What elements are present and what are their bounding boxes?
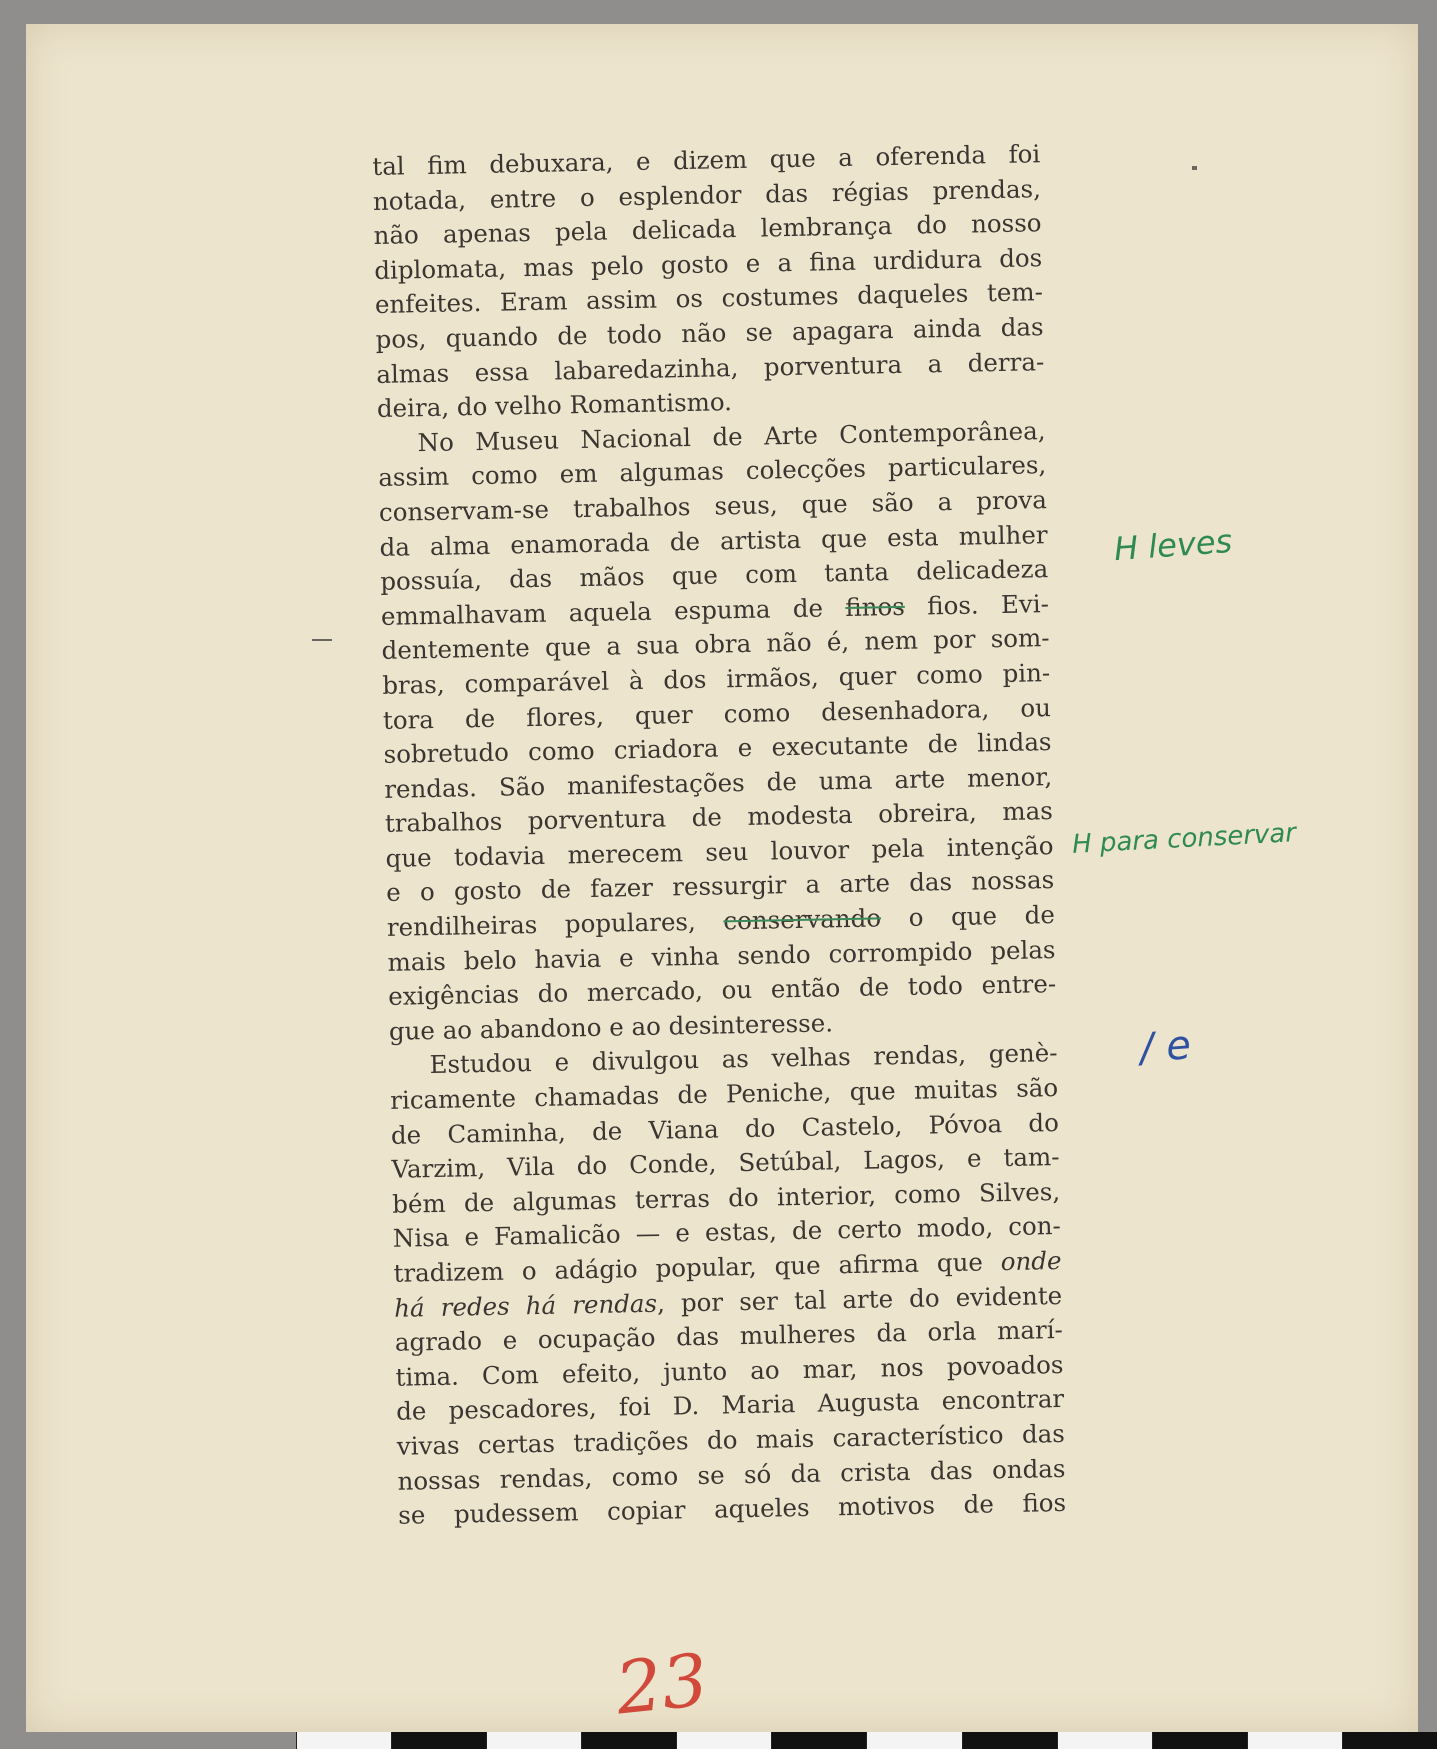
text-line: diplomata, mas pelo gosto e a fina urdidura dos bbox=[374, 242, 1043, 285]
text-line: conservam-se trabalhos seus, que são a prova bbox=[378, 485, 1048, 527]
text-line: vivas certas tradições do mais característico das bbox=[396, 1418, 1066, 1461]
text-line: Estudou e divulgou as velhas rendas, genè- bbox=[429, 1038, 1058, 1080]
text-line: bém de algumas terras do interior, como Silves, bbox=[391, 1176, 1061, 1219]
text-line: pos, quando de todo não se apagara ainda das bbox=[375, 312, 1044, 354]
text-line: No Museu Nacional de Arte Contemporânea, bbox=[417, 415, 1046, 457]
struck-word: finos bbox=[845, 591, 906, 622]
text-line: Nisa e Famalicão — e estas, de certo modo, con- bbox=[392, 1211, 1062, 1254]
text-line: assim como em algumas colecções particulares, bbox=[378, 450, 1047, 493]
text-line: de pescadores, foi D. Maria Augusta encontrar bbox=[395, 1384, 1065, 1427]
margin-dash bbox=[312, 639, 332, 641]
text-line: se pudessem copiar aqueles motivos de fios bbox=[397, 1488, 1067, 1530]
ruler-segment bbox=[1247, 1732, 1342, 1749]
text-line: dentemente que a sua obra não é, nem por som- bbox=[381, 623, 1050, 666]
handwritten-note-e: / e bbox=[1138, 1022, 1193, 1072]
paragraph-2-body bbox=[378, 448, 1057, 1049]
text-fragment: tradizem o adágio popular, que afirma que bbox=[393, 1247, 1002, 1288]
italic-phrase: há redes há rendas bbox=[393, 1288, 658, 1323]
margin-dot bbox=[1192, 166, 1197, 170]
paragraph-3-body bbox=[390, 1071, 1067, 1533]
text-line: bras, comparável à dos irmãos, quer como pin- bbox=[382, 657, 1051, 700]
text-line: de Caminha, de Viana do Castelo, Póvoa do bbox=[390, 1107, 1060, 1150]
text-fragment: , por ser tal arte do evidente bbox=[656, 1280, 1063, 1318]
scale-ruler bbox=[296, 1732, 1437, 1749]
struck-word: conservando bbox=[723, 903, 882, 936]
text-line: da alma enamorada de artista que esta mulher bbox=[379, 519, 1048, 562]
text-line: tal fim debuxara, e dizem que a oferenda foi bbox=[372, 139, 1041, 181]
handwritten-note-conservar: H para conservar bbox=[1071, 818, 1297, 860]
ruler-segment bbox=[1152, 1732, 1247, 1749]
text-fragment: o que de bbox=[880, 900, 1056, 933]
text-line: notada, entre o esplendor das régias prendas, bbox=[372, 173, 1042, 216]
text-fragment: fios. Evi- bbox=[904, 588, 1050, 621]
text-line: não apenas pela delicada lembrança do nosso bbox=[373, 208, 1042, 251]
ruler-segment bbox=[1057, 1732, 1152, 1749]
text-line: nossas rendas, como se só da crista das ondas bbox=[397, 1453, 1066, 1496]
text-line: que todavia merecem seu louvor pela intenção bbox=[385, 830, 1054, 873]
text-line: trabalhos porventura de modesta obreira, mas bbox=[384, 796, 1054, 839]
text-line: deira, do velho Romantismo. bbox=[376, 387, 733, 424]
ruler-segment bbox=[866, 1732, 961, 1749]
italic-word: onde bbox=[1000, 1245, 1062, 1277]
text-line: possuía, das mãos que com tanta delicadeza bbox=[380, 554, 1049, 597]
text-line: mais belo havia e vinha sendo corrompido pelas bbox=[387, 934, 1056, 977]
ruler-segment bbox=[1342, 1732, 1437, 1749]
text-fragment: rendilheiras populares, bbox=[386, 906, 724, 942]
page-number: 23 bbox=[611, 1637, 712, 1731]
body-text bbox=[372, 137, 1066, 1533]
document-page bbox=[26, 24, 1418, 1732]
ruler-segment bbox=[962, 1732, 1057, 1749]
ruler-segment bbox=[676, 1732, 771, 1749]
text-line: tima. Com efeito, junto ao mar, nos povoados bbox=[395, 1349, 1064, 1392]
text-line: enfeites. Eram assim os costumes daqueles tem- bbox=[374, 277, 1044, 320]
text-fragment: emmalhavam aquela espuma de bbox=[380, 592, 846, 631]
text-line: sobretudo como criadora e executante de lindas bbox=[383, 727, 1052, 769]
text-line: e o gosto de fazer ressurgir a arte das nossas bbox=[385, 865, 1055, 908]
paragraph-1 bbox=[372, 137, 1045, 427]
text-line: exigências do mercado, ou então de todo entre- bbox=[387, 969, 1057, 1012]
text-line: tora de flores, quer como desenhadora, ou bbox=[382, 692, 1052, 735]
text-line: rendas. São manifestações de uma arte menor, bbox=[383, 761, 1053, 804]
text-line: almas essa labaredazinha, porventura a derra- bbox=[376, 346, 1045, 389]
text-line: ricamente chamadas de Peniche, que muitas são bbox=[389, 1073, 1059, 1115]
ruler-segment bbox=[486, 1732, 581, 1749]
ruler-segment bbox=[391, 1732, 486, 1749]
text-line: gue ao abandono e ao desinteresse. bbox=[388, 1008, 834, 1046]
ruler-segment bbox=[771, 1732, 866, 1749]
ruler-segment bbox=[296, 1732, 391, 1749]
text-line: Varzim, Vila do Conde, Setúbal, Lagos, e tam- bbox=[391, 1142, 1060, 1185]
ruler-segment bbox=[581, 1732, 676, 1749]
text-line: agrado e ocupação das mulheres da orla marí- bbox=[394, 1315, 1064, 1357]
handwritten-note-leves: H leves bbox=[1112, 521, 1234, 569]
